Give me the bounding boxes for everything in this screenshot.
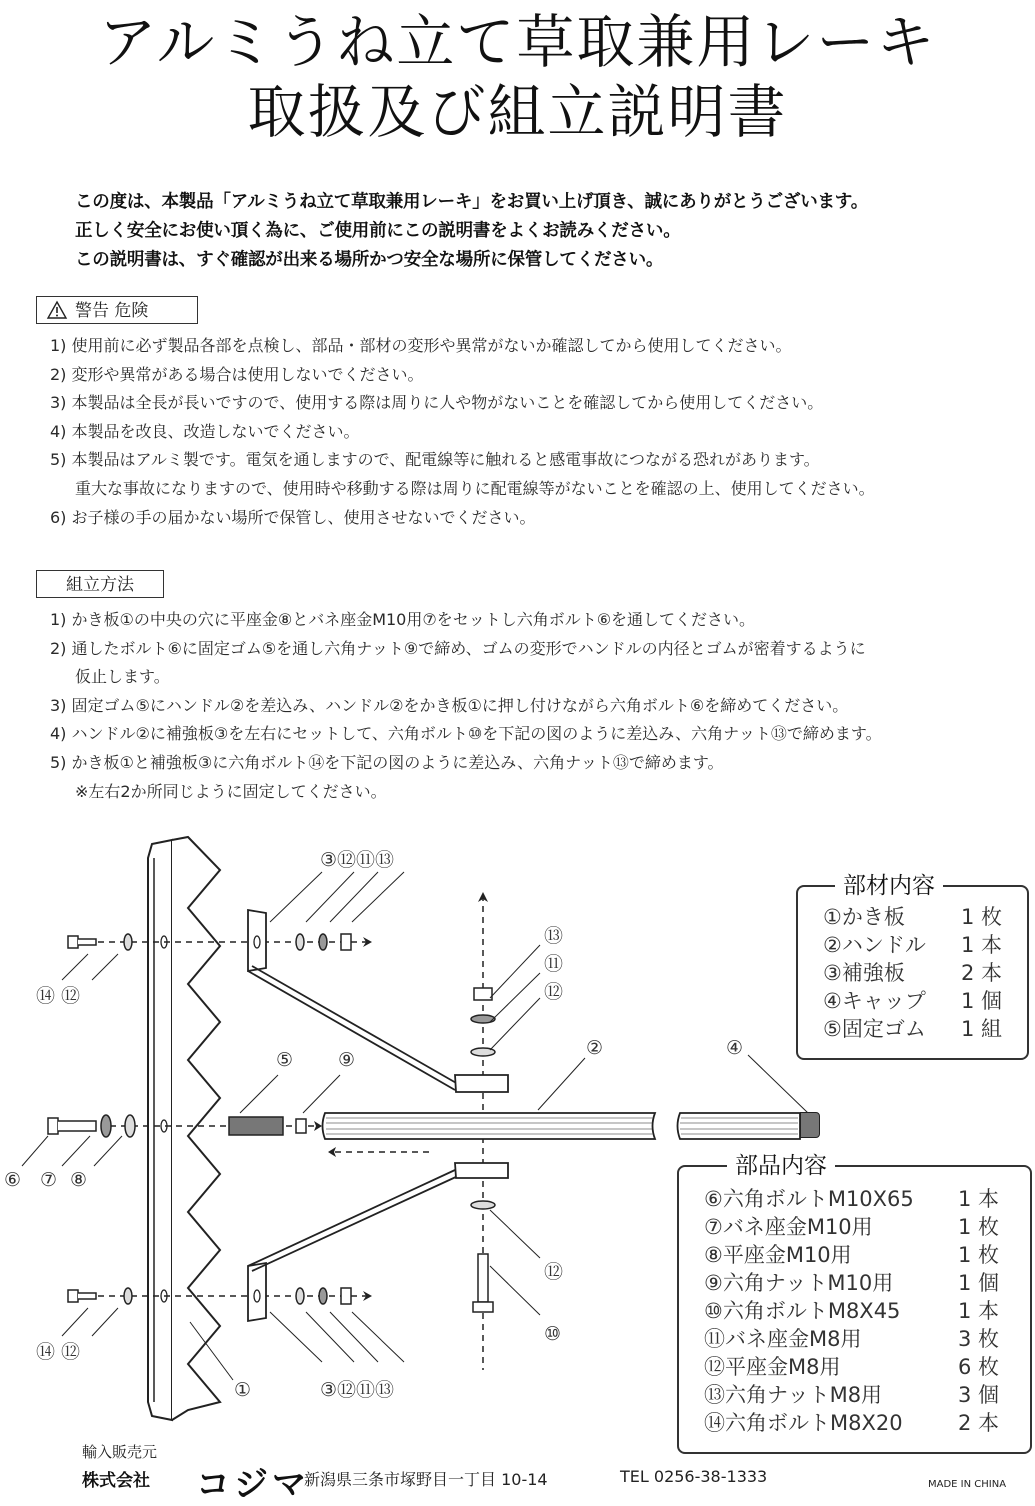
parts-qty: 1 枚 — [958, 1243, 1000, 1267]
parts-name: ⑪バネ座金M8用 — [704, 1327, 862, 1351]
company-prefix: 株式会社 — [82, 1471, 150, 1491]
brace-bottom — [248, 1163, 508, 1321]
materials-row — [823, 988, 1023, 1016]
parts-row — [704, 1298, 1004, 1326]
parts-name: ⑭六角ボルトM8X20 — [704, 1411, 903, 1435]
intro-line: 正しく安全にお使い頂く為に、ご使用前にこの説明書をよくお読みください。 — [75, 221, 681, 241]
intro-text — [75, 188, 868, 275]
callout-4: ④ — [726, 1037, 744, 1059]
materials-qty: 1 組 — [961, 1017, 1003, 1041]
assembly-step: 5) かき板①と補強板③に六角ボルト⑭を下記の図のように差込み、六角ナット⑬で締めます。 — [50, 752, 724, 772]
assembly-heading-box — [36, 570, 164, 598]
warning-list — [50, 332, 875, 532]
warning-heading-box — [36, 296, 198, 324]
origin-label: MADE IN CHINA — [928, 1479, 1007, 1490]
assembly-step: 4) ハンドル②に補強板③を左右にセットして、六角ボルト⑩を下記の図のように差込み、六角ナット⑬で締めます。 — [50, 724, 882, 744]
warning-item: 6) お子様の手の届かない場所で保管し、使用させないでください。 — [50, 507, 536, 527]
warning-item: 2) 変形や異常がある場合は使用しないでください。 — [50, 364, 424, 384]
parts-row — [704, 1410, 1004, 1438]
parts-name: ⑩六角ボルトM8X45 — [704, 1299, 901, 1323]
assembly-step: 3) 固定ゴム⑤にハンドル②を差込み、ハンドル②をかき板①に押し付けながら六角ボルト⑥を締めてください。 — [50, 695, 849, 715]
parts-row — [704, 1242, 1004, 1270]
parts-qty: 1 枚 — [958, 1215, 1000, 1239]
warning-heading: 警告 危険 — [75, 301, 149, 321]
materials-name: ④キャップ — [823, 989, 926, 1013]
parts-heading: 部品内容 — [727, 1151, 835, 1181]
callout-14-12-bottom: ⑭ ⑫ — [36, 1341, 81, 1363]
materials-name: ①かき板 — [823, 905, 905, 929]
warning-triangle-icon — [47, 300, 67, 328]
materials-qty: 1 枚 — [961, 905, 1003, 929]
callout-11-vertical: ⑪ — [544, 953, 564, 975]
callout-3-12-11-13-bottom: ③⑫⑪⑬ — [320, 1379, 395, 1401]
parts-row — [704, 1214, 1004, 1242]
callout-7: ⑦ — [40, 1169, 58, 1191]
materials-qty: 2 本 — [961, 961, 1003, 985]
parts-row — [704, 1382, 1004, 1410]
warning-item-continuation: 重大な事故になりますので、使用時や移動する際は周りに配電線等がないことを確認の上、使用してください。 — [75, 478, 875, 498]
callout-13-vertical: ⑬ — [544, 925, 564, 947]
parts-qty: 1 本 — [958, 1299, 1000, 1323]
materials-row — [823, 960, 1023, 988]
company-phone: TEL 0256-38-1333 — [620, 1467, 768, 1486]
parts-qty: 3 個 — [958, 1383, 1000, 1407]
callout-12-vertical-top: ⑫ — [544, 981, 564, 1003]
materials-row — [823, 904, 1023, 932]
callout-2: ② — [586, 1037, 604, 1059]
parts-name: ⑨六角ナットM10用 — [704, 1271, 894, 1295]
materials-qty: 1 個 — [961, 989, 1003, 1013]
assembly-step: 1) かき板①の中央の穴に平座金⑧とバネ座金M10用⑦をセットし六角ボルト⑥を通してください。 — [50, 610, 756, 629]
seller-label: 輸入販売元 — [82, 1443, 158, 1461]
assembly-diagram — [0, 830, 744, 1430]
callout-9: ⑨ — [338, 1049, 356, 1071]
company-logo: コジマ — [196, 1465, 310, 1505]
parts-name: ⑥六角ボルトM10X65 — [704, 1187, 914, 1211]
materials-name: ⑤固定ゴム — [823, 1017, 926, 1041]
materials-row — [823, 932, 1023, 960]
materials-row — [823, 1016, 1023, 1044]
parts-row — [704, 1270, 1004, 1298]
assembly-note: ※左右2か所同じように固定してください。 — [75, 781, 387, 801]
callout-10: ⑩ — [544, 1323, 562, 1345]
document-title: アルミうね立て草取兼用レーキ — [98, 8, 937, 76]
parts-qty: 2 本 — [958, 1411, 1000, 1435]
assembly-list — [50, 606, 882, 806]
parts-name: ⑬六角ナットM8用 — [704, 1383, 883, 1407]
parts-qty: 1 個 — [958, 1271, 1000, 1295]
warning-item: 5) 本製品はアルミ製です。電気を通しますので、配電線等に触れると感電事故につながる恐れがあります。 — [50, 450, 820, 470]
parts-qty: 3 枚 — [958, 1327, 1000, 1351]
parts-row — [704, 1354, 1004, 1382]
materials-heading: 部材内容 — [835, 871, 943, 901]
parts-name: ⑦バネ座金M10用 — [704, 1215, 873, 1239]
materials-name: ③補強板 — [823, 961, 905, 985]
company-address: 新潟県三条市塚野目一丁目 10-14 — [304, 1470, 548, 1489]
callout-14-12-top: ⑭ ⑫ — [36, 985, 81, 1007]
callout-8: ⑧ — [70, 1169, 88, 1191]
rake-plate — [148, 837, 220, 1420]
assembly-heading: 組立方法 — [66, 575, 134, 595]
document-subtitle: 取扱及び組立説明書 — [247, 78, 788, 146]
intro-line: この説明書は、すぐ確認が出来る場所かつ安全な場所に保管してください。 — [75, 250, 664, 270]
parts-row — [704, 1186, 1004, 1214]
assembly-step: 2) 通したボルト⑥に固定ゴム⑤を通し六角ナット⑨で締め、ゴムの変形でハンドルの内径とゴムが密着するように — [50, 638, 866, 658]
parts-qty: 6 枚 — [958, 1355, 1000, 1379]
parts-row — [704, 1326, 1004, 1354]
parts-name: ⑧平座金M10用 — [704, 1243, 852, 1267]
callout-1: ① — [234, 1379, 252, 1401]
parts-qty: 1 本 — [958, 1187, 1000, 1211]
assembly-step-continuation: 仮止します。 — [75, 667, 170, 687]
callout-6: ⑥ — [4, 1169, 22, 1191]
materials-qty: 1 本 — [961, 933, 1003, 957]
parts-name: ⑫平座金M8用 — [704, 1355, 841, 1379]
handle-cap — [800, 1112, 820, 1138]
handle-pole — [323, 1113, 801, 1139]
callout-12-vertical-bottom: ⑫ — [544, 1261, 564, 1283]
callout-3-12-11-13-top: ③⑫⑪⑬ — [320, 849, 395, 871]
warning-item: 3) 本製品は全長が長いですので、使用する際は周りに人や物がないことを確認してから使用してください。 — [50, 393, 824, 413]
rubber-plug — [229, 1117, 283, 1135]
callout-5: ⑤ — [276, 1049, 294, 1071]
intro-line: この度は、本製品「アルミうね立て草取兼用レーキ」をお買い上げ頂き、誠にありがとうございます。 — [75, 192, 868, 212]
warning-item: 4) 本製品を改良、改造しないでください。 — [50, 421, 360, 441]
warning-item: 1) 使用前に必ず製品各部を点検し、部品・部材の変形や異常がないか確認してから使用してください。 — [50, 336, 792, 355]
materials-name: ②ハンドル — [823, 933, 926, 957]
